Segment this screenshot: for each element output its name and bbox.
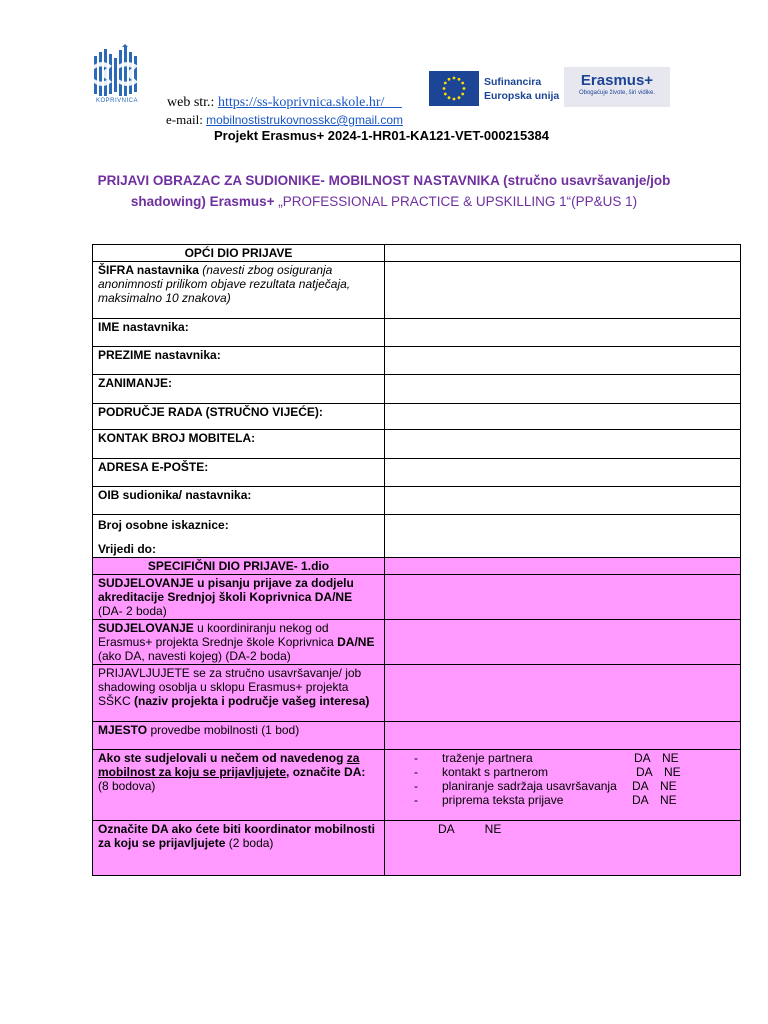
q4-normal: provedbe mobilnosti (1 bod)	[147, 723, 300, 737]
q1-bold2: u pisanju prijave za dodjelu akreditacije Srednjoj školi Koprivnica DA/NE	[98, 576, 354, 604]
eu-cofunding-logo	[429, 71, 561, 106]
sifra-label-cell	[93, 262, 385, 319]
option-ne[interactable]: NE	[662, 751, 679, 765]
web-label: web str.:	[167, 95, 215, 110]
option-da[interactable]: DA	[632, 779, 649, 793]
q4-label-cell	[93, 722, 385, 750]
option-ne[interactable]: NE	[664, 765, 681, 779]
q5-option	[390, 765, 735, 779]
adresa-label: ADRESA E-POŠTE:	[93, 459, 385, 487]
podrucje-input-cell[interactable]	[385, 404, 741, 430]
specific-title-blank	[385, 558, 741, 575]
prezime-label: PREZIME nastavnika:	[93, 347, 385, 375]
q5-option	[390, 751, 735, 765]
email-line	[166, 112, 403, 128]
general-section-title: OPĆI DIO PRIJAVE	[93, 245, 385, 262]
specific-section-title: SPECIFIČNI DIO PRIJAVE- 1.dio	[93, 558, 385, 575]
erasmus-tagline: Obogaćuje živote, širi vidike.	[578, 90, 656, 96]
email-label: e-mail:	[166, 112, 203, 127]
osobna-label-cell	[93, 515, 385, 558]
q3-normal: PRIJAVLJUJETE se za stručno usavršavanje/ job shadowing osoblja u sklopu Erasmus+ projekta SŠKC	[98, 666, 362, 708]
q3-bold: (naziv projekta i područje vašeg interesa)	[134, 694, 370, 708]
q5-bold2: , označite DA:	[286, 765, 366, 779]
vrijedi-label: Vrijedi do:	[98, 542, 157, 556]
q5-normal: (8 bodova)	[98, 779, 156, 793]
general-title-blank	[385, 245, 741, 262]
sifra-input-cell[interactable]	[385, 262, 741, 319]
q5-underline: za mobilnost za koju se prijavljujete	[98, 751, 360, 779]
q6-normal: (2 boda)	[225, 836, 274, 850]
option-dash: -	[414, 765, 418, 779]
erasmus-logo	[564, 67, 670, 107]
q2-normal2: (ako DA, navesti kojeg) (DA-2 boda)	[98, 649, 291, 663]
kontakt-input-cell[interactable]	[385, 430, 741, 459]
osobna-input-cell[interactable]	[385, 515, 741, 558]
osobna-label: Broj osobne iskaznice:	[98, 518, 229, 532]
q3-input-cell[interactable]	[385, 665, 741, 722]
adresa-input-cell[interactable]	[385, 459, 741, 487]
q4-bold: MJESTO	[98, 723, 148, 737]
zanimanje-input-cell[interactable]	[385, 375, 741, 404]
option-da[interactable]: DA	[634, 751, 651, 765]
q2-input-cell[interactable]	[385, 620, 741, 665]
q6-options-cell	[385, 821, 741, 876]
sifra-note: (navesti zbog osiguranja anonimnosti prilikom objave rezultata natječaja, maksimalno 10 znakova)	[98, 263, 351, 305]
heading-normal: „PROFESSIONAL PRACTICE & UPSKILLING 1“(PP&US 1)	[274, 194, 638, 209]
option-text: planiranje sadržaja usavršavanja	[442, 779, 617, 793]
option-ne[interactable]: NE	[660, 779, 677, 793]
form-heading	[92, 170, 676, 212]
option-ne[interactable]: NE	[660, 793, 677, 807]
option-dash: -	[414, 779, 418, 793]
q3-label-cell	[93, 665, 385, 722]
q5-option	[390, 779, 735, 793]
oib-label: OIB sudionika/ nastavnika:	[93, 487, 385, 515]
option-da[interactable]: DA	[636, 765, 653, 779]
q6-bold: Označite DA ako ćete biti koordinator mobilnosti za koju se prijavljujete	[98, 822, 375, 850]
ime-label: IME nastavnika:	[93, 319, 385, 347]
q5-options-list	[390, 751, 735, 807]
sifra-label: ŠIFRA nastavnika	[98, 263, 199, 277]
option-da[interactable]: DA	[632, 793, 649, 807]
q6-label-cell	[93, 821, 385, 876]
oib-input-cell[interactable]	[385, 487, 741, 515]
q5-bold1: Ako ste sudjelovali u nečem od navedenog	[98, 751, 347, 765]
option-text: priprema teksta prijave	[442, 793, 564, 807]
prezime-input-cell[interactable]	[385, 347, 741, 375]
option-text: kontakt s partnerom	[442, 765, 549, 779]
q4-input-cell[interactable]	[385, 722, 741, 750]
eu-flag-icon	[429, 71, 479, 106]
logo-caption: KOPRIVNICA	[95, 98, 138, 104]
q1-label-cell	[93, 575, 385, 620]
eu-text	[484, 75, 559, 103]
q1-bold1: SUDJELOVANJE	[98, 576, 194, 590]
eu-text-line1: Sufinancira	[484, 75, 542, 88]
ime-input-cell[interactable]	[385, 319, 741, 347]
podrucje-label: PODRUČJE RADA (STRUČNO VIJEĆE):	[93, 404, 385, 430]
q5-options-cell	[385, 750, 741, 821]
option-dash: -	[414, 793, 418, 807]
option-dash: -	[414, 751, 418, 765]
kontakt-label: KONTAK BROJ MOBITELA:	[93, 430, 385, 459]
q6-ne-option[interactable]: NE	[484, 822, 502, 836]
q6-da-option[interactable]: DA	[438, 822, 455, 836]
q1-normal: (DA- 2 boda)	[98, 604, 167, 618]
q2-label-cell	[93, 620, 385, 665]
q6-dane	[390, 822, 735, 836]
q5-label-cell	[93, 750, 385, 821]
q5-option	[390, 793, 735, 807]
q2-bold2: DA/NE	[337, 635, 375, 649]
erasmus-title: Erasmus+	[580, 72, 654, 89]
web-line	[167, 95, 402, 111]
option-text: traženje partnera	[442, 751, 533, 765]
q2-bold1: SUDJELOVANJE	[98, 621, 194, 635]
eu-text-line2: Europska unija	[484, 89, 560, 102]
zanimanje-label: ZANIMANJE:	[93, 375, 385, 404]
q1-input-cell[interactable]	[385, 575, 741, 620]
application-form-table	[92, 244, 741, 876]
website-link[interactable]: https://ss-koprivnica.skole.hr/	[217, 95, 385, 110]
q2-normal1: u koordiniranju nekog od Erasmus+ projekta Srednje škole Koprivnica	[98, 621, 338, 649]
email-link[interactable]: mobilnostistrukovnosskc@gmail.com	[206, 113, 403, 127]
heading-bold: PRIJAVI OBRAZAC ZA SUDIONIKE- MOBILNOST NASTAVNIKA (stručno usavršavanje/job shadowing) Erasmus+	[97, 173, 671, 209]
project-code: Projekt Erasmus+ 2024-1-HR01-KA121-VET-000215384	[214, 128, 549, 143]
